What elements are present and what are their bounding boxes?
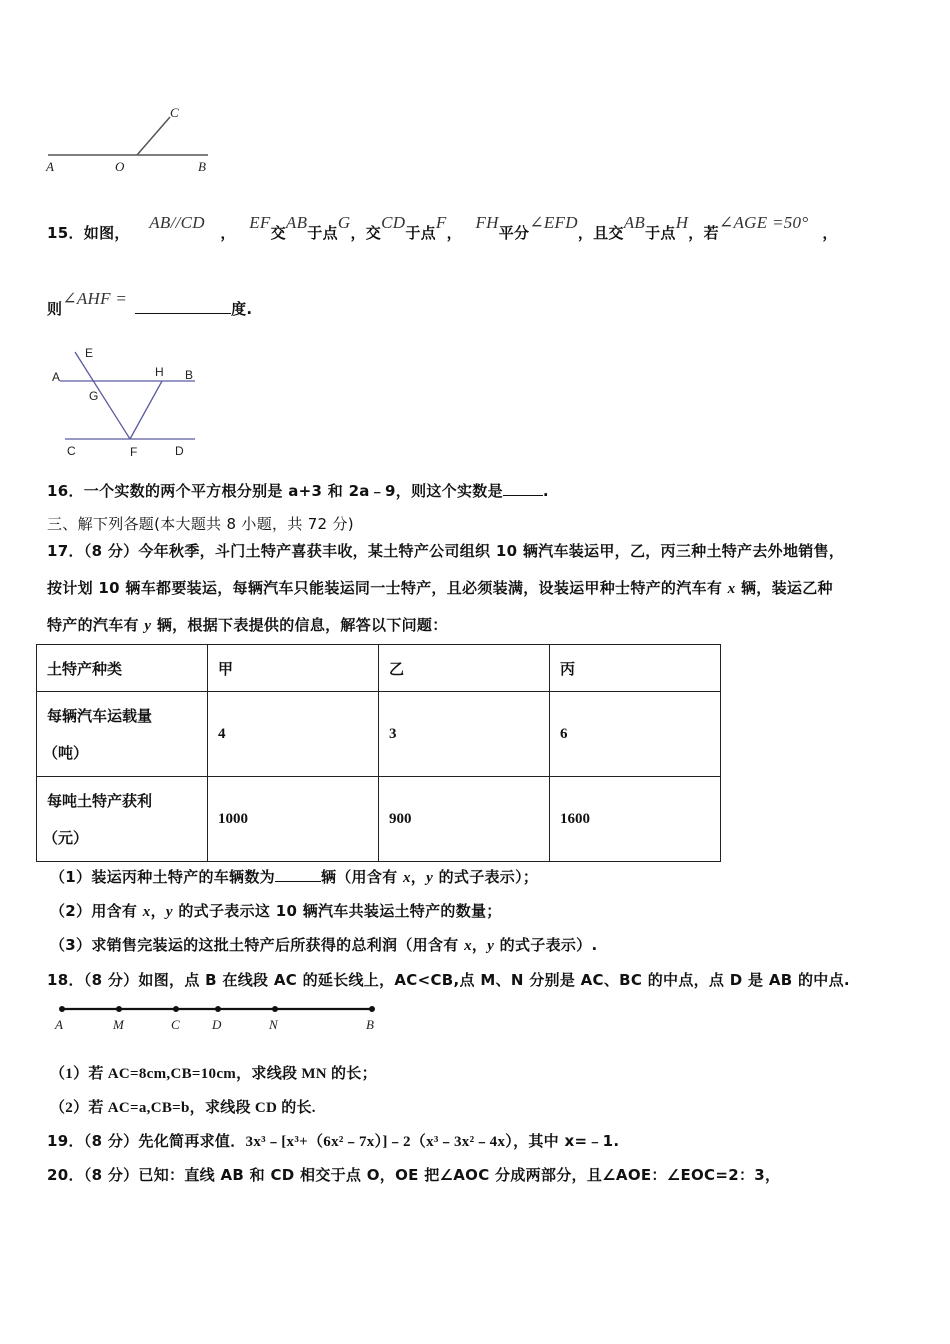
table-cell: 1000 (208, 777, 379, 862)
question-18: 18．（8 分）如图，点 B 在线段 AC 的延长线上，AC<CB,点 M、N 分别是 AC、BC 的中点，点 D 是 AB 的中点. (47, 971, 850, 989)
q16-text: 16．一个实数的两个平方根分别是 a+3 和 2a﹣9，则这个实数是 (47, 482, 503, 500)
q15-math-parallel: AB//CD (149, 213, 205, 232)
q15-math-fh: FH (475, 213, 499, 232)
q19-text: 19．（8 分）先化简再求值． (47, 1132, 246, 1150)
point-c: C (171, 1017, 180, 1032)
q16-suffix: . (542, 482, 549, 500)
q15-number: 15． (47, 224, 84, 242)
point-a: A (55, 1017, 63, 1032)
q17-text: 特产的汽车有 (47, 616, 145, 634)
point-d: D (212, 1017, 222, 1032)
table-header-cell: 土特产种类 (37, 645, 208, 692)
figure-line-segment (45, 1000, 395, 1036)
q17-sub-text: 辆（用含有 (320, 868, 403, 886)
figure-angle-aoc (40, 95, 220, 180)
q15-text: 于点 (307, 224, 338, 242)
q15-math-g: G (337, 213, 351, 232)
q15-prefix: 如图， (83, 224, 130, 242)
q15-text: ，交 (350, 224, 382, 242)
section-heading: 三、解下列各题(本大题共 8 小题，共 72 分) (47, 515, 354, 533)
q15-text: 交 (270, 224, 286, 242)
question-15 (47, 213, 838, 243)
q15-text: 于点 (405, 224, 436, 242)
table-row (37, 777, 721, 862)
var-y: y (165, 904, 173, 920)
question-17-sub3 (50, 934, 597, 955)
point-n: N (269, 1017, 278, 1032)
label-c: C (67, 444, 76, 458)
label-h: H (155, 365, 164, 379)
answer-blank[interactable] (275, 881, 321, 882)
q17-sub-text: ， (471, 936, 488, 954)
point-m: M (113, 1017, 124, 1032)
q15-text: 于点 (645, 224, 676, 242)
q15-math-cd: CD (381, 213, 406, 232)
q15-text: ， (822, 224, 838, 242)
q15-math-f: F (435, 213, 447, 232)
table-cell: 3 (379, 692, 550, 777)
q17-sub-text: 的式子表示）； (433, 868, 539, 886)
q15-math-ab: AB (285, 213, 308, 232)
q15-text: ， (220, 224, 236, 242)
q15-text: ，且交 (577, 224, 624, 242)
q15-math-ahf: ∠AHF = (62, 289, 128, 308)
table-header-cell: 乙 (379, 645, 550, 692)
var-x: x (142, 904, 151, 920)
var-y: y (426, 870, 434, 886)
question-17-line2 (47, 577, 833, 598)
q15-math-ef: EF (249, 213, 271, 232)
label-b: B (198, 159, 206, 174)
q15-math-h: H (675, 213, 689, 232)
answer-blank[interactable] (503, 495, 543, 496)
q15-math-age: ∠AGE =50° (718, 213, 809, 232)
q19-expression: 3x³﹣[x³+（6x²﹣7x）]﹣2（x³﹣3x²﹣4x） (245, 1134, 514, 1150)
answer-blank[interactable] (135, 313, 231, 314)
row-label-unit: （吨） (43, 744, 89, 762)
q17-text: 辆，装运乙种 (735, 579, 833, 597)
specialty-table (36, 644, 721, 862)
q15-text: 平分 (498, 224, 530, 242)
q17-text: 辆，根据下表提供的信息，解答以下问题： (151, 616, 448, 634)
q17-sub-text: （2）用含有 (50, 902, 143, 920)
q17-sub-text: （3）求销售完装运的这批土特产后所获得的总利润（用含有 (50, 936, 465, 954)
table-cell: 4 (208, 692, 379, 777)
figure-parallel-lines (45, 342, 210, 462)
table-row-label (37, 777, 208, 862)
question-15-answer-line (47, 289, 253, 319)
q15-text: ，若 (688, 224, 719, 242)
var-y: y (487, 938, 495, 954)
table-row-label (37, 692, 208, 777)
question-18-sub1: （1）若 AC=8cm,CB=10cm，求线段 MN 的长； (50, 1066, 377, 1082)
var-y: y (144, 618, 152, 634)
label-a: A (46, 159, 54, 174)
row-label-line: 每辆汽车运载量 (47, 707, 153, 725)
table-header-cell: 甲 (208, 645, 379, 692)
question-16 (47, 480, 549, 501)
table-header-row (37, 645, 721, 692)
q15-then: 则 (47, 300, 63, 318)
question-18-sub2: （2）若 AC=a,CB=b，求线段 CD 的长. (50, 1100, 316, 1116)
q17-text: 按计划 10 辆车都要装运，每辆汽车只能装运同一士特产，且必须装满，设装运甲种士特产的汽车有 (47, 579, 728, 597)
label-d: D (175, 444, 184, 458)
q15-math-efd: ∠EFD (529, 213, 578, 232)
var-x: x (402, 870, 411, 886)
question-17-line1: 17．（8 分）今年秋季，斗门土特产喜获丰收，某土特产公司组织 10 辆汽车装运甲，乙，丙三种土特产去外地销售， (47, 542, 845, 560)
q17-sub-text: （1）装运丙种土特产的车辆数为 (50, 868, 275, 886)
label-f: F (130, 445, 138, 459)
question-20: 20．（8 分）已知：直线 AB 和 CD 相交于点 O，OE 把∠AOC 分成两部分，且∠AOE：∠EOC=2：3， (47, 1166, 781, 1184)
q17-sub-text: 的式子表示这 10 辆汽车共装运土特产的数量； (172, 902, 502, 920)
point-b: B (366, 1017, 374, 1032)
q15-unit: 度. (231, 300, 253, 318)
label-c: C (170, 105, 179, 120)
question-17-sub2 (50, 900, 502, 921)
q19-text: ，其中 x=﹣1. (513, 1132, 620, 1150)
question-17-line3 (47, 614, 448, 635)
label-b: B (185, 368, 194, 382)
var-x: x (464, 938, 472, 954)
q17-sub-text: 的式子表示）. (494, 936, 598, 954)
q17-sub-text: ， (410, 868, 427, 886)
table-cell: 900 (379, 777, 550, 862)
table-cell: 1600 (550, 777, 721, 862)
var-x: x (727, 581, 736, 597)
label-g: G (89, 389, 99, 403)
q17-sub-text: ， (150, 902, 166, 920)
table-cell: 6 (550, 692, 721, 777)
table-row (37, 692, 721, 777)
table-header-cell: 丙 (550, 645, 721, 692)
question-19 (47, 1130, 619, 1151)
question-17-sub1 (50, 866, 538, 887)
q15-math-ab2: AB (623, 213, 646, 232)
label-o: O (115, 159, 125, 174)
label-e: E (85, 346, 94, 360)
row-label-line: 每吨土特产获利 (47, 792, 153, 810)
label-a: A (52, 370, 61, 384)
q15-text: ， (446, 224, 462, 242)
row-label-unit: （元） (43, 829, 89, 847)
